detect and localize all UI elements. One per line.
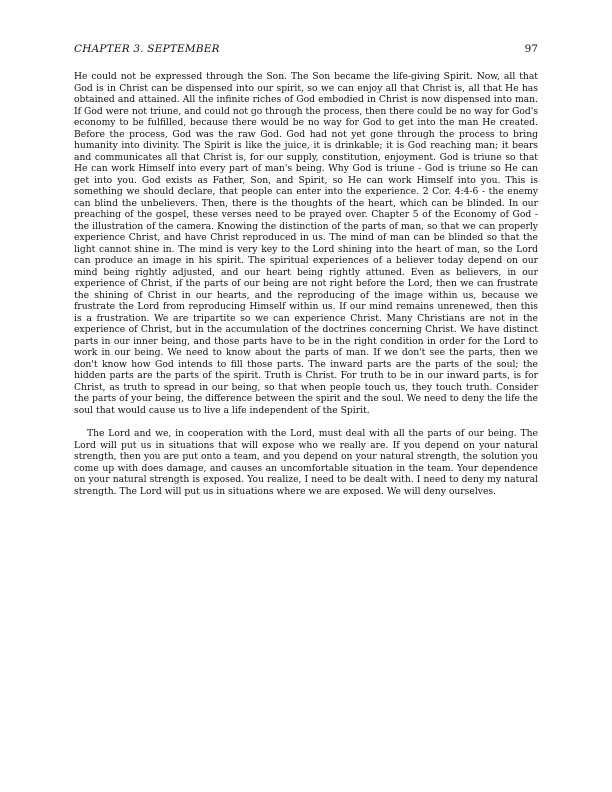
chapter-title: CHAPTER 3. SEPTEMBER (74, 43, 220, 55)
paragraph-2: The Lord and we, in cooperation with the Lord, must deal with all the parts of our being. The Lord will put us in situations that will expose who we really are. If you depend on your natural strength, then you are put onto a team, and you depend on your natural strength, the solution you come up with does damage, and causes an uncomfortable situation in the team. Your dependence on your natural strength is exposed. You realize, I need to be dealt with. I need to deny my natural strength. The Lord will put us in situations where we are exposed. We will deny ourselves. (74, 428, 538, 497)
running-header (74, 43, 538, 59)
paragraph-1: He could not be expressed through the Son. The Son became the life-giving Spirit. Now, all that God is in Christ can be dispensed into our spirit, so we can enjoy all that Christ is, all that He has obtained and attained. All the infinite riches of God embodied in Christ is now dispensed into man. If God were not triune, and could not go through the process, then there could be no way for God's economy to be fulfilled, because there would be no way for God to get into the man He created. Before the process, God was the raw God. God had not yet gone through the process to bring humanity into divinity. The Spirit is like the juice, it is drinkable; it is God reaching man; it bears and communicates all that Christ is, for our supply, constitution, enjoyment. God is triune so that He can work Himself into every part of man's being. Why God is triune - God is triune so He can get into you. God exists as Father, Son, and Spirit, so He can work Himself into you. This is something we should declare, that people can enter into the experience. 2 Cor. 4:4-6 - the enemy can blind the unbelievers. Then, there is the thoughts of the heart, which can be blinded. In our preaching of the gospel, these verses need to be prayed over. Chapter 5 of the Economy of God - the illustration of the camera. Knowing the distinction of the parts of man, so that we can properly experience Christ, and have Christ reproduced in us. The mind of man can be blinded so that the light cannot shine in. The mind is very key to the Lord shining into the heart of man, so the Lord can produce an image in his spirit. The spiritual experiences of a believer today depend on our mind being rightly adjusted, and our heart being rightly attuned. Even as believers, in our experience of Christ, if the parts of our being are not right before the Lord, then we can frustrate the shining of Christ in our hearts, and the reproducing of the image within us, because we frustrate the Lord from reproducing Himself within us. If our mind remains unrenewed, then this is a frustration. We are tripartite so we can experience Christ. Many Christians are not in the experience of Christ, but in the accumulation of the doctrines concerning Christ. We have distinct parts in our inner being, and those parts have to be in the right condition in order for the Lord to work in our being. We need to know about the parts of man. If we don't see the parts, then we don't know how God intends to fill those parts. The inward parts are the parts of the soul; the hidden parts are the parts of the spirit. Truth is Christ. For truth to be in our inward parts, is for Christ, as truth to spread in our being, so that when people touch us, they touch truth. Consider the parts of your being, the difference between the spirit and the soul. We need to deny the life the soul that would cause us to live a life independent of the Spirit. (74, 71, 538, 416)
page-number: 97 (524, 43, 538, 55)
body-text (74, 71, 538, 497)
